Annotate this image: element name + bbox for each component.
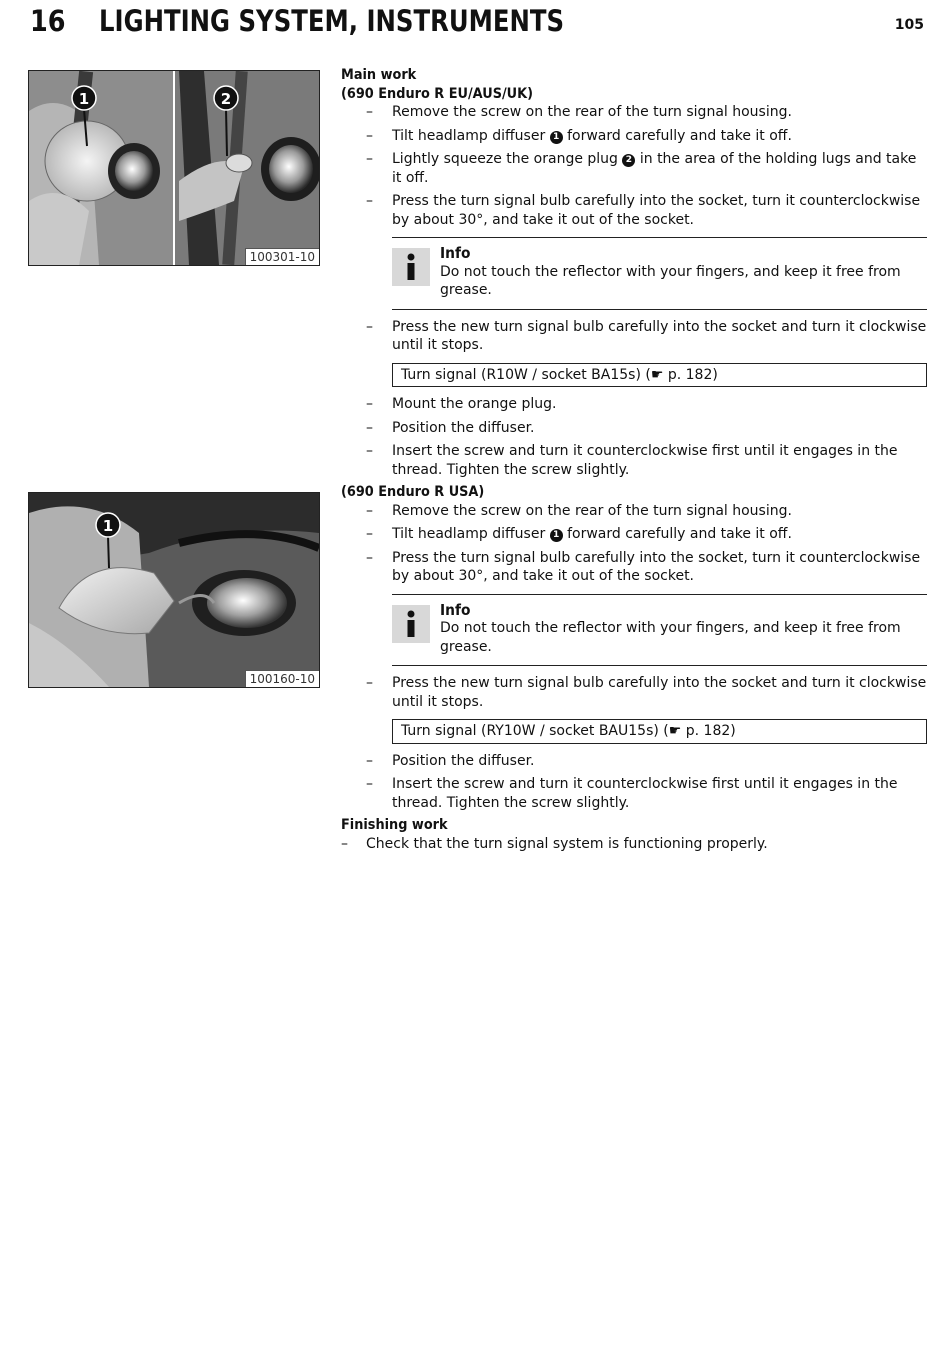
callout-ref: 1	[550, 131, 563, 144]
step-text: Tilt headlamp diffuser	[392, 526, 550, 542]
chapter-title: LIGHTING SYSTEM, INSTRUMENTS	[99, 4, 565, 38]
step	[341, 525, 927, 544]
spec-text: Turn signal (R10W / socket BA15s) (	[401, 366, 651, 383]
dash: –	[366, 318, 373, 335]
step-text: Remove the screw on the rear of the turn signal housing.	[392, 502, 792, 519]
variant-heading-usa: (690 Enduro R USA)	[341, 484, 485, 500]
callout-1-label: 1	[102, 517, 114, 535]
info-text: Do not touch the reflector with your fingers, and keep it free from grease.	[440, 620, 901, 655]
figure-photo-eu	[29, 71, 319, 265]
step	[341, 395, 927, 414]
instructions	[341, 66, 927, 853]
step-text: Position the diffuser.	[392, 752, 535, 769]
callout-2-label: 2	[220, 90, 232, 108]
step	[341, 442, 927, 479]
page-number: 105	[894, 17, 924, 33]
dash: –	[366, 675, 373, 691]
info-text: Do not touch the reflector with your fingers, and keep it free from grease.	[440, 263, 901, 298]
callout-ref: 1	[550, 529, 563, 542]
step-text: Press the new turn signal bulb carefully into the socket and turn it clockwise until it stops.	[392, 675, 927, 710]
dash: –	[366, 396, 373, 412]
callout-1-label: 1	[78, 90, 90, 108]
dash: –	[366, 443, 373, 459]
step	[341, 835, 927, 854]
step	[341, 127, 927, 146]
info-box	[392, 594, 927, 667]
main-work-heading: Main work	[341, 67, 417, 83]
figure-code: 100301-10	[245, 248, 319, 265]
finishing-work-heading: Finishing work	[341, 817, 448, 833]
dash: –	[366, 104, 373, 120]
step-text: Insert the screw and turn it counterclockwise first until it engages in the thread. Tighten the screw slightly.	[392, 443, 898, 478]
step-text: Press the turn signal bulb carefully into the socket, turn it counterclockwise by about 30°, and take it out of the socket.	[392, 549, 921, 584]
step-text: Mount the orange plug.	[392, 396, 557, 412]
step	[341, 752, 927, 771]
info-title: Info	[440, 600, 471, 619]
info-title: Info	[440, 244, 471, 262]
step-text: forward carefully and take it off.	[562, 127, 792, 144]
figure-photo-usa	[29, 493, 319, 687]
page-reference-link[interactable]: ☛ p. 182)	[650, 366, 718, 383]
step-text: Remove the screw on the rear of the turn signal housing.	[392, 104, 792, 120]
step	[341, 318, 927, 355]
dash: –	[366, 776, 373, 792]
figure-code: 100160-10	[245, 670, 319, 687]
dash: –	[366, 502, 373, 519]
dash: –	[366, 419, 373, 436]
dash: –	[366, 193, 373, 209]
info-box	[392, 237, 927, 310]
step	[341, 103, 927, 122]
step	[341, 150, 927, 187]
step-text: Press the turn signal bulb carefully into the socket, turn it counterclockwise by about 30°, and take it out of the socket.	[392, 193, 921, 228]
dash: –	[366, 127, 373, 144]
page-reference-link[interactable]: ☛ p. 182)	[668, 723, 736, 739]
step	[341, 549, 927, 586]
dash: –	[366, 526, 373, 542]
step	[341, 502, 927, 521]
spec-box	[392, 719, 927, 744]
figure-turn-signal-eu	[28, 70, 320, 266]
step	[341, 419, 927, 438]
step-text: Check that the turn signal system is functioning properly.	[366, 835, 768, 852]
info-icon	[392, 248, 430, 286]
dash: –	[366, 549, 373, 566]
step-text: Tilt headlamp diffuser	[392, 127, 550, 144]
chapter-number: 16	[30, 4, 66, 38]
step	[341, 192, 927, 229]
step-text: Lightly squeeze the orange plug	[392, 151, 623, 167]
dash: –	[366, 752, 373, 769]
spec-text: Turn signal (RY10W / socket BAU15s) (	[401, 723, 669, 739]
figure-turn-signal-usa	[28, 492, 320, 688]
step	[341, 775, 927, 812]
step-text: Press the new turn signal bulb carefully into the socket and turn it clockwise until it stops.	[392, 318, 927, 353]
variant-heading-eu: (690 Enduro R EU/AUS/UK)	[341, 85, 534, 102]
spec-box	[392, 363, 927, 388]
step-text: Position the diffuser.	[392, 419, 535, 436]
step-text: forward carefully and take it off.	[562, 526, 792, 542]
step	[341, 674, 927, 711]
dash: –	[366, 151, 373, 167]
callout-ref: 2	[622, 154, 635, 167]
dash: –	[341, 835, 348, 852]
step-text: Insert the screw and turn it counterclockwise first until it engages in the thread. Tighten the screw slightly.	[392, 776, 898, 811]
step-text: in the area of the holding lugs and take it off.	[392, 151, 917, 186]
info-icon	[392, 605, 430, 643]
